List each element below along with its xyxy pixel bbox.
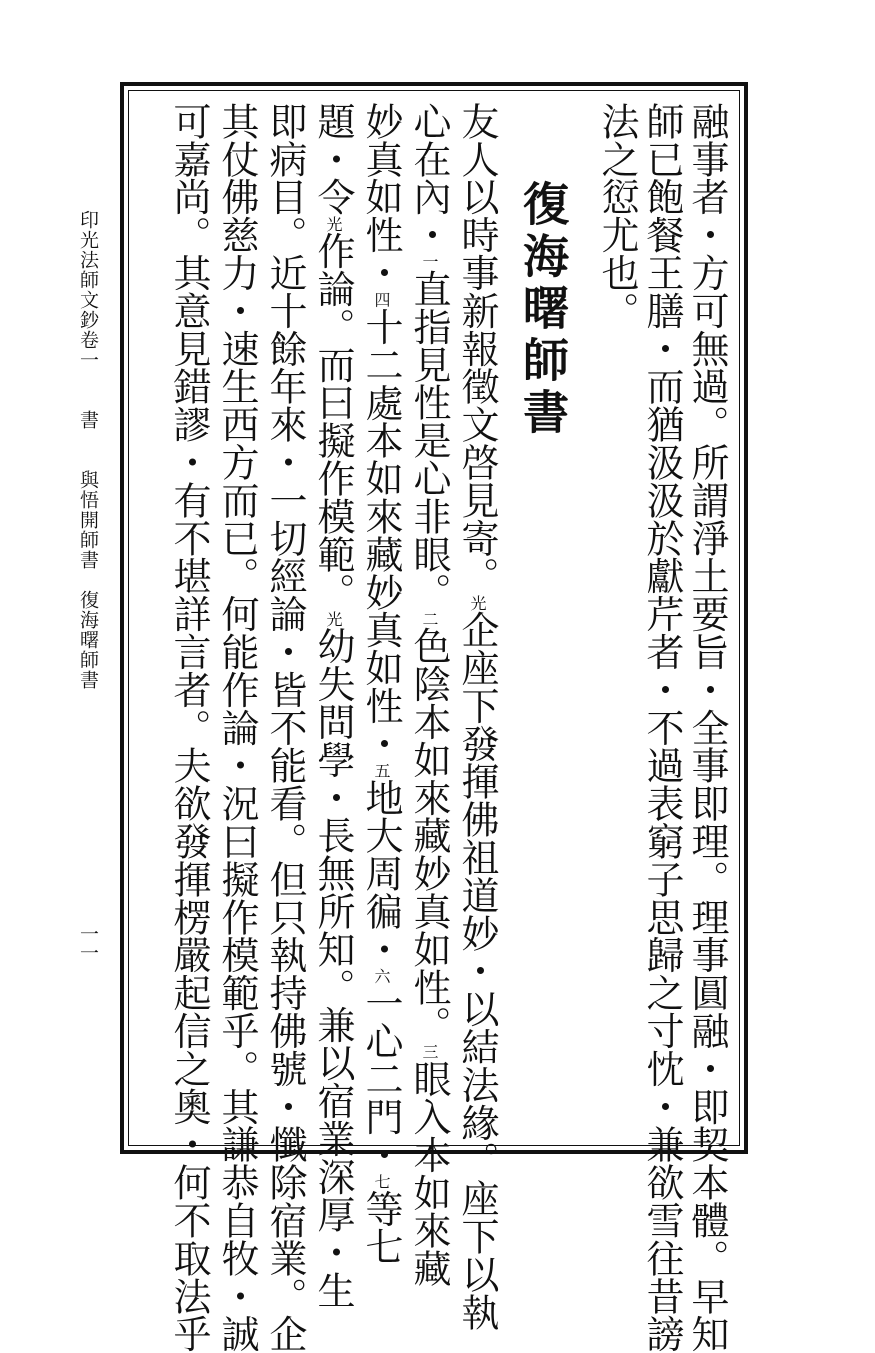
letter-title-2: 復海曙師書 [77,590,99,690]
interlinear-note: 二 [420,610,439,627]
letter-title-1: 與悟開師書 [77,470,99,570]
body-text: 十二處本如來藏妙真如性・ [359,307,403,763]
page-number: 一一 [77,924,99,962]
body-text: 一心二門・ [359,983,403,1174]
body-text: 題・令 [311,102,355,216]
body-text: 可嘉尚。其意見錯謬・有不堪詳言者。夫欲發揮楞嚴起信之奧・何不取法乎 [167,102,211,1353]
body-text: 等七 [359,1189,403,1266]
interlinear-note: 四 [372,291,391,308]
body-text: 幼失問學・長無所知。兼以宿業深厚・生 [311,626,355,1309]
interlinear-note: 五 [372,762,391,779]
interlinear-note: 六 [372,967,391,984]
book-title: 印光法師文鈔卷一 [77,210,99,370]
interlinear-note: 七 [372,1173,391,1190]
body-column-4 [311,102,355,1309]
interlinear-note: 光 [324,215,343,232]
body-text: 直指見性是心非眼。 [407,269,451,611]
text-column-3: 法之愆尤也。 [595,102,639,330]
body-text: 企座下發揮佛祖道妙・以結法緣。座下以執 [455,610,499,1331]
running-head [78,210,97,690]
interlinear-note: 一 [420,253,439,270]
body-text: 心在內・ [407,102,451,254]
letter-title: 復海曙師書 [516,180,570,440]
body-column-2 [407,102,451,1288]
body-text: 其仗佛慈力・速生西方而已。何能作論・況曰擬作模範乎。其謙恭自牧・誠 [215,102,259,1353]
body-text: 色陰本如來藏妙真如性。 [407,626,451,1044]
body-column-5 [263,102,307,1353]
body-column-1 [455,102,499,1331]
body-text: 地大周徧・ [359,778,403,968]
section-label: 書 [77,410,99,430]
text-column-1: 融事者・方可無過。所謂淨土要旨・全事即理。理事圓融・即契本體。早知 [685,102,729,1353]
text-column-2: 師已飽餐王膳・而猶汲汲於獻芹者・不過表窮子思歸之寸忱・兼欲雪往昔謗 [640,102,684,1353]
interlinear-note: 光 [324,610,343,627]
body-column-7 [167,102,211,1353]
body-text: 眼入本如來藏 [407,1059,451,1288]
interlinear-note: 三 [420,1043,439,1060]
body-text: 友人以時事新報徵文啓見寄。 [455,102,499,595]
body-text: 妙真如性・ [359,102,403,292]
body-text: 即病目。近十餘年來・一切經論・皆不能看。但只執持佛號・懺除宿業。企 [263,102,307,1353]
body-text: 作論。而曰擬作模範。 [311,231,355,611]
body-column-6 [215,102,259,1353]
interlinear-note: 光 [468,594,487,611]
body-column-3 [359,102,403,1266]
